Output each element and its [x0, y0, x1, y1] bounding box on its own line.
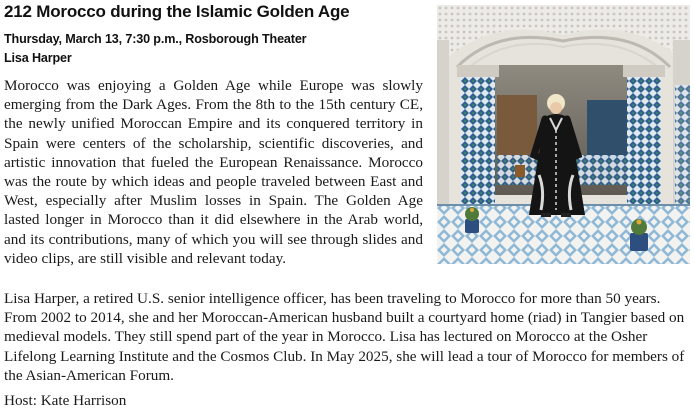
courtyard-photo	[437, 5, 690, 264]
event-meta	[4, 30, 306, 68]
plant-pot-left	[465, 207, 479, 233]
plant-pot-right	[630, 219, 648, 251]
photo-illustration	[437, 5, 690, 264]
description-paragraph: Morocco was enjoying a Golden Age while Europe was slowly emerging from the Dark Ages. From the 8th to the 15th century CE, the newly unified Moroccan Empire and its conquered territory in Spain were centers of the scholarship, scientific discoveries, and artistic innovation that fueled the European Renaissance. Morocco was the route by which ideas and people traveled between East and West, especially after Muslim losses in Spain. The Golden Age lasted longer in Morocco than it did elsewhere in the Arab world, and its contributions, many of which you will see through slides and video clips, are still visible and relevant today.	[4, 77, 423, 267]
host-line: Host: Kate Harrison	[4, 392, 127, 409]
presenter-name: Lisa Harper	[4, 51, 72, 65]
presenter-bio-paragraph: Lisa Harper, a retired U.S. senior intelligence officer, has been traveling to Morocco for more than 50 years. From 2002 to 2014, she and her Moroccan-American husband built a courtyard home (riad) in Tangier based on medieval models. They still spend part of the year in Morocco. Lisa has lectured on Morocco at the Osher Lifelong Learning Institute and the Cosmos Club. In May 2025, she will lead a tour of Morocco for members of the Asian-American Forum.	[4, 290, 685, 384]
event-schedule: Thursday, March 13, 7:30 p.m., Rosborough Theater	[4, 32, 307, 46]
event-title: 212 Morocco during the Islamic Golden Age	[4, 2, 350, 21]
